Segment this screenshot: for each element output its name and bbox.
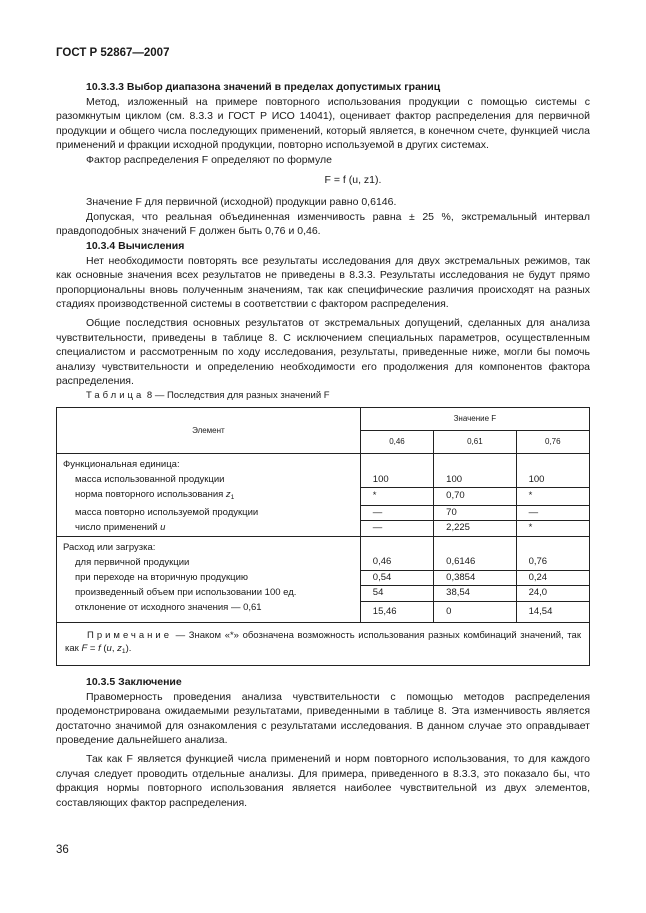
table-row: произведенный объем при использовании 100 ед. 54 38,54 24,0 xyxy=(57,586,590,602)
table-row: норма повторного использования $z_1$ * 0,70 * xyxy=(57,488,590,506)
section-title-10-3-3-3: 10.3.3.3 Выбор диапазона значений в пределах допустимых границ xyxy=(86,81,441,93)
table-row: число применений u — 2,225 * xyxy=(57,521,590,537)
page-content xyxy=(56,80,590,810)
paragraph: Метод, изложенный на примере повторного использования продукции с помощью системы с разомкнутым циклом (см. 8.3.3 и ГОСТ Р ИСО 14041), оценивает фактор распределения для первичной продукции и общего числа последующих применений, который является, в конечном счете, функцией числа применений и фракции исходной продукции, повторно используемой в других системах. xyxy=(56,95,590,152)
table-note-word: Примечание xyxy=(87,629,172,641)
paragraph: Нет необходимости повторять все результаты исследования для двух экстремальных режимов, так как основные значения всех результатов не приведены в 8.3.3. Результаты исследования не будут прямо пропорциональны вновь полученным значениям, так как специфические различия происходят на разных стадиях производственной системы в соответствии с фактором распределения. xyxy=(56,254,590,311)
table-note-text: — Знаком «*» обозначена возможность использования разных комбинаций значений, так как F = f (u, $z_1$). xyxy=(65,629,581,655)
col-header-046: 0,46 xyxy=(360,431,433,454)
paragraph: Так как F является функцией числа применений и норм повторного использования, то для каждого случая следует проводить отдельные анализы. Для примера, приведенного в 8.3.3, это показало бы, что фракция нормы повторного использования является наиболее чувствительной из двух элементов, составляющих фактор распределения. xyxy=(56,752,590,809)
page-number: 36 xyxy=(56,844,69,856)
col-header-element: Элемент xyxy=(57,408,361,454)
table-row: отклонение от исходного значения — 0,61 15,46 0 14,54 xyxy=(57,601,590,622)
paragraph: Правомерность проведения анализа чувствительности с помощью методов распределения продемонстрирована ожидаемыми результатами, приведенными в таблице 8. Эта изменчивость является достаточно значимой для ознакомления с результатами исследования. В данном случае это оправдывает проведение дальнейшего анализа. xyxy=(56,690,590,747)
col-header-value: Значение F xyxy=(360,408,589,431)
table-caption-word: Таблица xyxy=(86,389,145,401)
table-caption xyxy=(56,389,590,404)
col-header-076: 0,76 xyxy=(516,431,589,454)
formula: F = f (u, z1). xyxy=(324,173,382,186)
table-note xyxy=(57,622,590,665)
table-row: масса использованной продукции 100 100 100 xyxy=(57,473,590,488)
table-8 xyxy=(56,407,590,666)
paragraph: Фактор распределения F определяют по формуле xyxy=(86,153,332,166)
paragraph: Общие последствия основных результатов от экстремальных допущений, сделанных для анализа чувствительности, приведены в таблице 8. С исключением специальных параметров, осуществленным специалистом и рассмотренным по ходу исследования, результаты, приведенные ниже, могли бы помочь анализу чувствительности и определению необходимости его продолжения для компонентов фактора распределения. xyxy=(56,316,590,388)
table-row: при переходе на вторичную продукцию 0,54 0,3854 0,24 xyxy=(57,570,590,586)
group-title: Расход или загрузка: xyxy=(57,536,361,555)
section-title-10-3-4: 10.3.4 Вычисления xyxy=(86,239,185,252)
document-header: ГОСТ Р 52867—2007 xyxy=(56,47,170,59)
table-row: для первичной продукции 0,46 0,6146 0,76 xyxy=(57,555,590,570)
col-header-061: 0,61 xyxy=(434,431,516,454)
table-caption-text: 8 — Последствия для разных значений F xyxy=(146,389,330,401)
table-row: масса повторно используемой продукции — 70 — xyxy=(57,505,590,521)
paragraph: Значение F для первичной (исходной) продукции равно 0,6146. xyxy=(86,196,397,209)
group-title: Функциональная единица: xyxy=(57,454,361,473)
paragraph: Допуская, что реальная объединенная изменчивость равна ± 25 %, экстремальный интервал правдоподобных значений F должен быть 0,76 и 0,46. xyxy=(56,210,590,238)
section-title-10-3-5: 10.3.5 Заключение xyxy=(86,675,182,688)
